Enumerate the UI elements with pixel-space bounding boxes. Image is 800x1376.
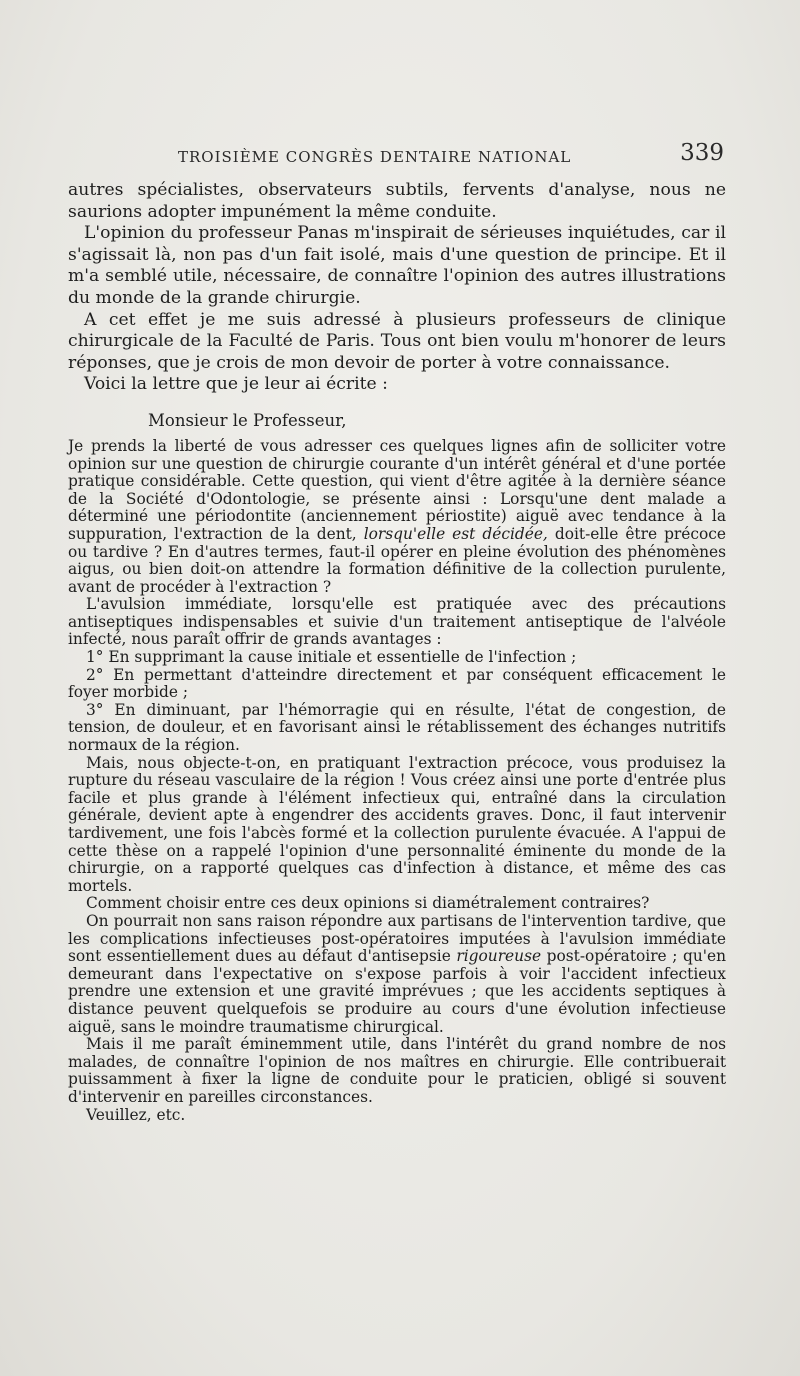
letter-paragraph-3: Mais, nous objecte-t-on, en pratiquant l'extraction précoce, vous produisez la rupture du réseau vasculaire de la région ! Vous créez ainsi une porte d'entrée plus facile et plus grande à l'élément infectieux qui, entraîné dans la circulation générale, devient apte à engendrer des accidents graves. Donc, il faut intervenir tardivement, une fois l'abcès formé et la collection purulente évacuée. A l'appui de cette thèse on a rappelé l'opinion d'une personnalité éminente du monde de la chirurgie, on a rapporté quelques cas d'infection à distance, et même des cas mortels. bbox=[68, 753, 726, 895]
letter-list-item-2: 2° En permettant d'atteindre directement et par conséquent efficacement le foyer morbide ; bbox=[68, 665, 726, 702]
letter-paragraph-4: Comment choisir entre ces deux opinions si diamétralement contraires? bbox=[86, 894, 650, 913]
letter-p1-text-end: doit-elle être précoce ou tardive ? En d'autres termes, faut-il opérer en pleine évolution des phénomènes aigus, ou bien doit-on attendre la formation définitive de la collection purulente, avant de procéder à l'extraction ? bbox=[68, 524, 727, 596]
intro-paragraph-2: L'opinion du professeur Panas m'inspirait de sérieuses inquiétudes, car il s'agissait là, non pas d'un fait isolé, mais d'une question de principe. Et il m'a semblé utile, nécessaire, de connaître l'opinion des autres illustrations du monde de la grande chirurgie. bbox=[68, 223, 726, 308]
letter-salutation: Monsieur le Professeur, bbox=[148, 410, 347, 430]
letter-p5-text: On pourrait non sans raison répondre aux partisans de l'intervention tardive, que les complications infectieuses post-opératoires imputées à l'avulsion immédiate sont essentiellement dues au défaut d'antisepsie bbox=[68, 911, 726, 966]
page-body bbox=[68, 180, 726, 1124]
letter-list-item-1: 1° En supprimant la cause initiale et essentielle de l'infection ; bbox=[86, 648, 577, 667]
letter-paragraph-2: L'avulsion immédiate, lorsqu'elle est pratiquée avec des précautions antiseptiques indispensables et suivie d'un traitement antiseptique de l'alvéole infecté, nous paraît offrir de grands avantages : bbox=[68, 595, 726, 649]
letter-p5-text-end: post-opératoire ; qu'en demeurant dans l'expectative on s'expose parfois à voir l'accident infectieux prendre une extension et une gravité imprévues ; que les accidents septiques à distance peuvent quelquefois se produire au cours d'une évolution infectieuse aiguë, sans le moindre traumatisme chirurgical. bbox=[68, 947, 726, 1036]
running-head: TROISIÈME CONGRÈS DENTAIRE NATIONAL bbox=[178, 148, 572, 166]
letter-closing: Veuillez, etc. bbox=[86, 1105, 186, 1124]
letter-paragraph-6: Mais il me paraît éminemment utile, dans l'intérêt du grand nombre de nos malades, de connaître l'opinion de nos maîtres en chirurgie. Elle contribuerait puissamment à fixer la ligne de conduite pour le praticien, obligé si souvent d'intervenir en pareilles circonstances. bbox=[68, 1035, 726, 1106]
letter-p1-text: Je prends la liberté de vous adresser ces quelques lignes afin de solliciter votre opinion sur une question de chirurgie courante d'un intérêt général et d'une portée pratique considérable. Cette question, qui vient d'être agitée à la dernière séance de la Société d'Odontologie, se présente ainsi : Lorsqu'une dent malade a déterminé une périodontite (anciennement périostite) aiguë avec tendance à la suppuration, l'extraction de la dent, bbox=[68, 436, 726, 543]
letter-list-item-3: 3° En diminuant, par l'hémorragie qui en résulte, l'état de congestion, de tension, de douleur, et en favorisant ainsi le rétablissement des échanges nutritifs normaux de la région. bbox=[68, 700, 726, 755]
page-header bbox=[68, 140, 726, 176]
letter-paragraph-1 bbox=[68, 438, 726, 596]
letter-body bbox=[68, 438, 726, 1124]
letter-p1-italic: lorsqu'elle est décidée, bbox=[363, 524, 548, 543]
intro-paragraph-4: Voici la lettre que je leur ai écrite : bbox=[84, 374, 388, 395]
intro-paragraph-3: A cet effet je me suis adressé à plusieurs professeurs de clinique chirurgicale de la Faculté de Paris. Tous ont bien voulu m'honorer de leurs réponses, que je crois de mon devoir de porter à votre connaissance. bbox=[68, 309, 726, 373]
letter-p5-italic: rigoureuse bbox=[456, 947, 542, 966]
letter-paragraph-5 bbox=[68, 913, 726, 1036]
page-number: 339 bbox=[680, 140, 724, 166]
intro-paragraph-1: autres spécialistes, observateurs subtils, fervents d'analyse, nous ne saurions adopter impunément la même conduite. bbox=[68, 180, 726, 222]
